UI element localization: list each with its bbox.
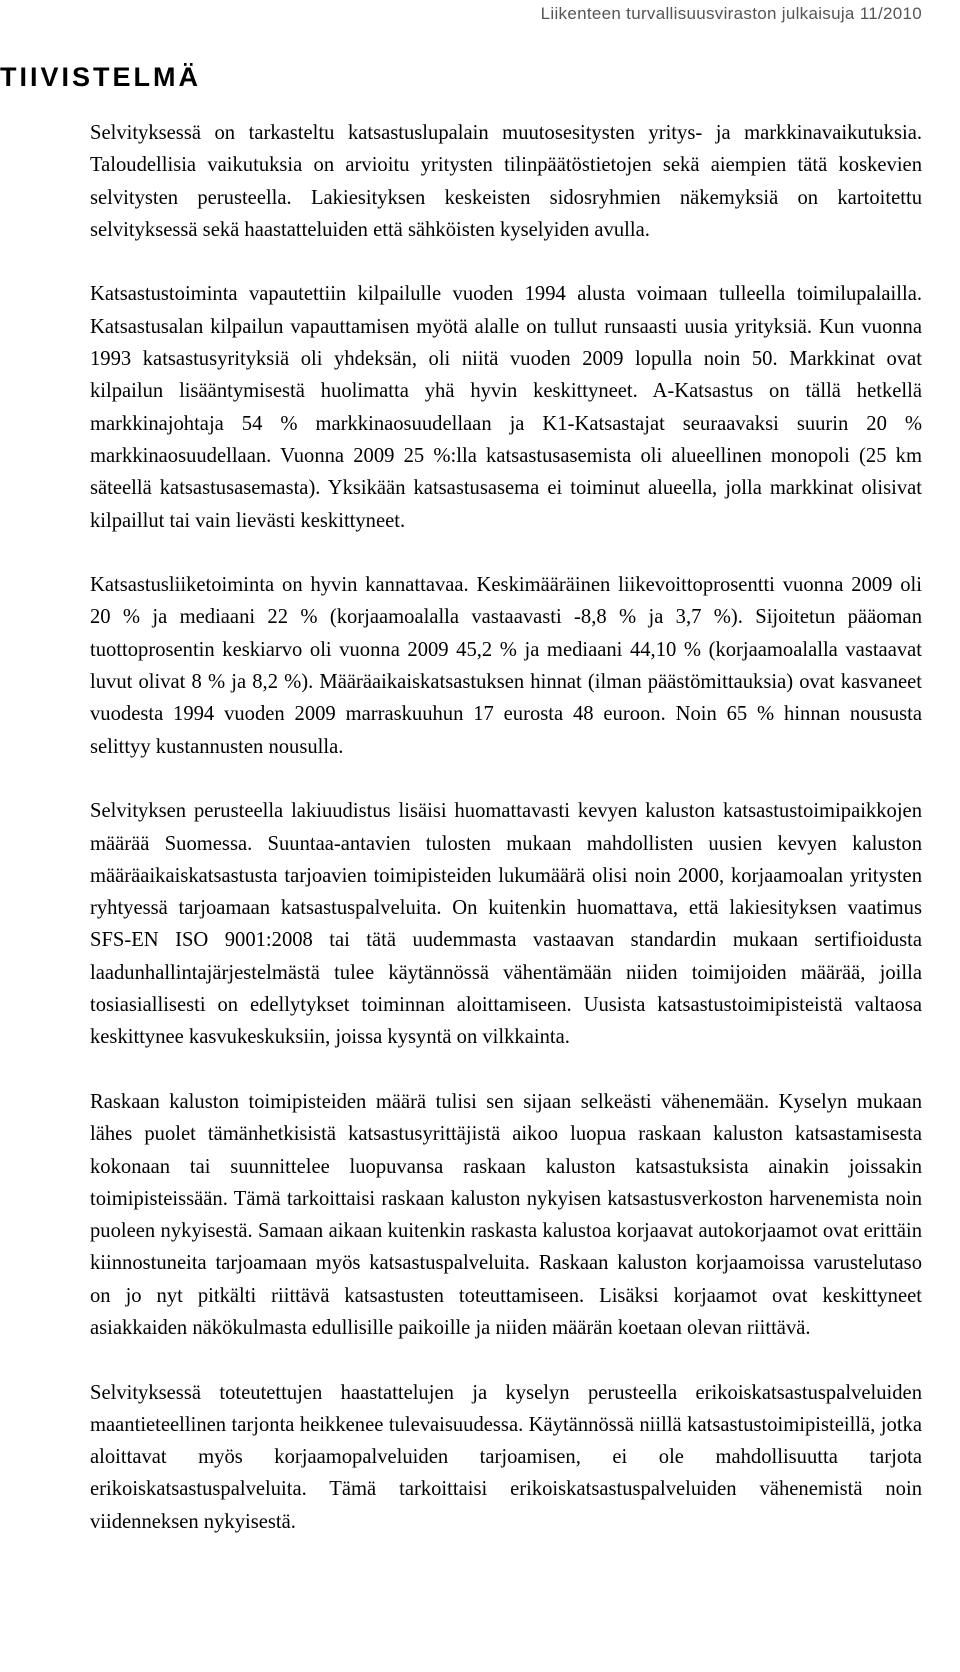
- paragraph-5: Raskaan kaluston toimipisteiden määrä tulisi sen sijaan selkeästi vähenemään. Kyselyn mukaan lähes puolet tämänhetkisistä katsastusyrittäjistä aikoo luopua raskaan kaluston katsastamisesta kokonaan tai suunnittelee luopuvansa raskaan kaluston katsastuksista ainakin joissakin toimipisteissään. Tämä tarkoittaisi raskaan kaluston nykyisen katsastusverkoston harvenemista noin puoleen nykyisestä. Samaan aikaan kuitenkin raskasta kalustoa korjaavat autokorjaamot ovat erittäin kiinnostuneita tarjoamaan myös katsastuspalveluita. Raskaan kaluston korjaamoissa varustelutaso on jo nyt pitkälti riittävä katsastusten toteuttamiseen. Lisäksi korjaamot ovat keskittyneet asiakkaiden näkökulmasta edullisille paikoille ja niiden määrän koetaan olevan riittävä.: [90, 1090, 922, 1339]
- page-title: TIIVISTELMÄ: [0, 62, 201, 92]
- paragraph-4: Selvityksen perusteella lakiuudistus lisäisi huomattavasti kevyen kaluston katsastustoimipaikkojen määrää Suomessa. Suuntaa-antavien tulosten mukaan mahdollisten uusien kevyen kaluston määräaikaiskatsastusta tarjoavien toimipisteiden lukumäärä olisi noin 2000, korjaamoalan yritysten ryhtyessä tarjoamaan katsastuspalveluita. On kuitenkin huomattava, että lakiesityksen vaatimus SFS-EN ISO 9001:2008 tai tätä uudemmasta vastaavan standardin mukaan sertifioidusta laadunhallintajärjestelmästä tulee käytännössä vähentämään niiden toimijoiden määrää, joilla tosiasiallisesti on edellytykset toiminnan aloittamiseen. Uusista katsastustoimipisteistä valtaosa keskittynee kasvukeskuksiin, joissa kysyntä on vilkkainta.: [90, 800, 922, 1049]
- paragraph-3: Katsastusliiketoiminta on hyvin kannattavaa. Keskimääräinen liikevoittoprosentti vuonna 2009 oli 20 % ja mediaani 22 % (korjaamoalalla vastaavasti -8,8 % ja 3,7 %). Sijoitetun pääoman tuottoprosentin keskiarvo oli vuonna 2009 45,2 % ja mediaani 44,10 % (korjaamoalalla vastaavat luvut olivat 8 % ja 8,2 %). Määräaikaiskatsastuksen hinnat (ilman päästömittauksia) ovat kasvaneet vuodesta 1994 vuoden 2009 marraskuuhun 17 eurosta 48 euroon. Noin 65 % hinnan noususta selittyy kustannusten nousulla.: [90, 574, 922, 758]
- paragraph-1: Selvityksessä on tarkasteltu katsastuslupalain muutosesitysten yritys- ja markkinavaikutuksia. Taloudellisia vaikutuksia on arvioitu yritysten tilinpäätöstietojen sekä aiempien tätä koskevien selvitysten perusteella. Lakiesityksen keskeisten sidosryhmien näkemyksiä on kartoitettu selvityksessä sekä haastatteluiden että sähköisten kyselyiden avulla.: [90, 122, 922, 241]
- paragraph-6: Selvityksessä toteutettujen haastattelujen ja kyselyn perusteella erikoiskatsastuspalveluiden maantieteellinen tarjonta heikkenee tulevaisuudessa. Käytännössä niillä katsastustoimipisteillä, jotka aloittavat myös korjaamopalveluiden tarjoamisen, ei ole mahdollisuutta tarjota erikoiskatsastuspalveluita. Tämä tarkoittaisi erikoiskatsastuspalveluiden vähenemistä noin viidenneksen nykyisestä.: [90, 1381, 922, 1533]
- paragraph-2: Katsastustoiminta vapautettiin kilpailulle vuoden 1994 alusta voimaan tulleella toimilupalailla. Katsastusalan kilpailun vapauttamisen myötä alalle on tullut runsaasti uusia yrityksiä. Kun vuonna 1993 katsastusyrityksiä oli yhdeksän, oli niitä vuoden 2009 lopulla noin 50. Markkinat ovat kilpailun lisääntymisestä huolimatta yhä hyvin keskittyneet. A-Katsastus on tällä hetkellä markkinajohtaja 54 % markkinaosuudellaan ja K1-Katsastajat seuraavaksi suurin 20 % markkinaosuudellaan. Vuonna 2009 25 %:lla katsastusasemista oli alueellinen monopoli (25 km säteellä katsastusasemasta). Yksikään katsastusasema ei toiminut alueella, jolla markkinat olisivat kilpaillut tai vain lievästi keskittyneet.: [90, 283, 922, 532]
- running-header: Liikenteen turvallisuusviraston julkaisuja 11/2010: [540, 4, 922, 23]
- body-text: [90, 117, 922, 1538]
